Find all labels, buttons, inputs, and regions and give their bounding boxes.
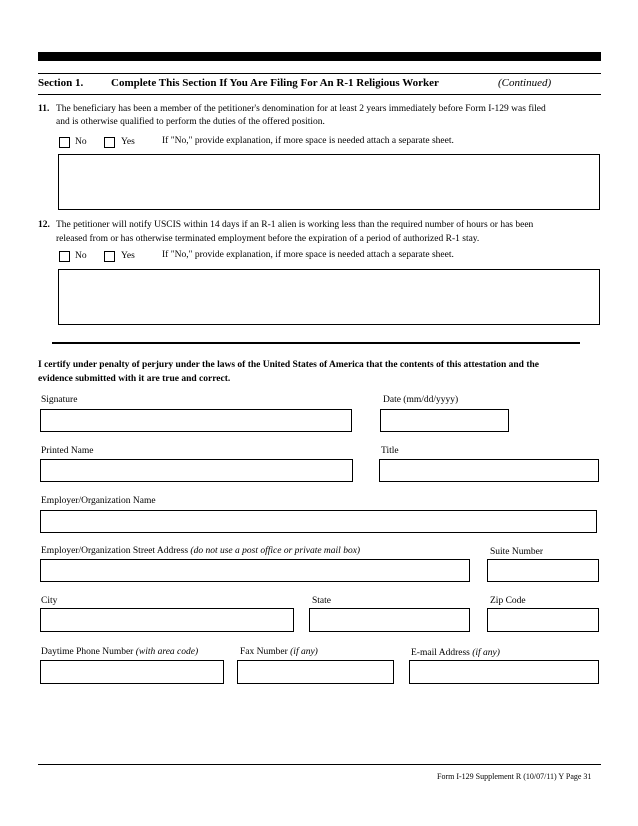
q11-no-label: No bbox=[75, 137, 87, 147]
state-label: State bbox=[312, 596, 331, 606]
q12-yes-label: Yes bbox=[121, 251, 135, 261]
top-rule bbox=[38, 52, 601, 61]
employer-name-field[interactable] bbox=[40, 510, 597, 533]
state-field[interactable] bbox=[309, 608, 470, 632]
phone-note: (with area code) bbox=[135, 647, 199, 657]
zip-label: Zip Code bbox=[490, 596, 526, 606]
suite-label: Suite Number bbox=[490, 547, 544, 557]
city-label: City bbox=[41, 596, 58, 606]
title-label: Title bbox=[381, 446, 399, 456]
q12-number: 12. bbox=[38, 220, 50, 230]
q12-no-label: No bbox=[75, 251, 87, 261]
section-top-rule bbox=[38, 73, 601, 74]
q11-yes-checkbox[interactable] bbox=[104, 137, 115, 148]
street-address-note: (do not use a post office or private mail box) bbox=[190, 546, 361, 556]
fax-field[interactable] bbox=[237, 660, 394, 684]
q12-text-line2: released from or has otherwise terminated employment before the expiration of a period of authorized R-1 stay. bbox=[56, 234, 480, 244]
email-field[interactable] bbox=[409, 660, 599, 684]
signature-label: Signature bbox=[41, 395, 78, 405]
q11-text-line1: The beneficiary has been a member of the petitioner's denomination for at least 2 years immediately before Form I-129 was filed bbox=[56, 104, 546, 114]
section-bottom-rule bbox=[38, 94, 601, 95]
signature-field[interactable] bbox=[40, 409, 352, 432]
email-label-text: E-mail Address bbox=[411, 648, 470, 658]
q11-number: 11. bbox=[38, 104, 50, 114]
section-title: Complete This Section If You Are Filing For An R-1 Religious Worker bbox=[111, 77, 439, 89]
phone-field[interactable] bbox=[40, 660, 224, 684]
q11-explanation-field[interactable] bbox=[58, 154, 600, 210]
suite-field[interactable] bbox=[487, 559, 599, 582]
q12-instruction: If "No," provide explanation, if more space is needed attach a separate sheet. bbox=[162, 250, 454, 260]
certification-separator bbox=[52, 342, 580, 344]
fax-note: (if any) bbox=[290, 647, 318, 657]
date-label: Date (mm/dd/yyyy) bbox=[383, 395, 459, 405]
printed-name-field[interactable] bbox=[40, 459, 353, 482]
phone-label bbox=[41, 647, 198, 657]
q12-explanation-field[interactable] bbox=[58, 269, 600, 325]
footer-text: Form I-129 Supplement R (10/07/11) Y Page 31 bbox=[437, 772, 592, 781]
city-field[interactable] bbox=[40, 608, 294, 632]
fax-label bbox=[240, 647, 318, 657]
phone-label-text: Daytime Phone Number bbox=[41, 647, 134, 657]
zip-field[interactable] bbox=[487, 608, 599, 632]
street-address-label bbox=[41, 546, 360, 556]
q11-text-line2: and is otherwise qualified to perform the duties of the offered position. bbox=[56, 117, 325, 127]
q11-no-checkbox[interactable] bbox=[59, 137, 70, 148]
printed-name-label: Printed Name bbox=[41, 446, 94, 456]
fax-label-text: Fax Number bbox=[240, 647, 288, 657]
title-field[interactable] bbox=[379, 459, 599, 482]
q11-yes-label: Yes bbox=[121, 137, 135, 147]
footer-rule bbox=[38, 764, 601, 765]
q12-text-line1: The petitioner will notify USCIS within 14 days if an R-1 alien is working less than the required number of hours or has been bbox=[56, 220, 534, 230]
q12-yes-checkbox[interactable] bbox=[104, 251, 115, 262]
date-field[interactable] bbox=[380, 409, 509, 432]
certification-line2: evidence submitted with it are true and correct. bbox=[38, 374, 231, 384]
email-label bbox=[411, 648, 500, 658]
email-note: (if any) bbox=[472, 648, 500, 658]
q12-no-checkbox[interactable] bbox=[59, 251, 70, 262]
street-address-field[interactable] bbox=[40, 559, 470, 582]
employer-name-label: Employer/Organization Name bbox=[41, 496, 156, 506]
section-number: Section 1. bbox=[38, 77, 84, 89]
q11-instruction: If "No," provide explanation, if more space is needed attach a separate sheet. bbox=[162, 136, 454, 146]
street-address-label-text: Employer/Organization Street Address bbox=[41, 546, 189, 556]
section-continued: (Continued) bbox=[498, 77, 552, 89]
certification-line1: I certify under penalty of perjury under the laws of the United States of America that the contents of this attestation and the bbox=[38, 360, 539, 370]
